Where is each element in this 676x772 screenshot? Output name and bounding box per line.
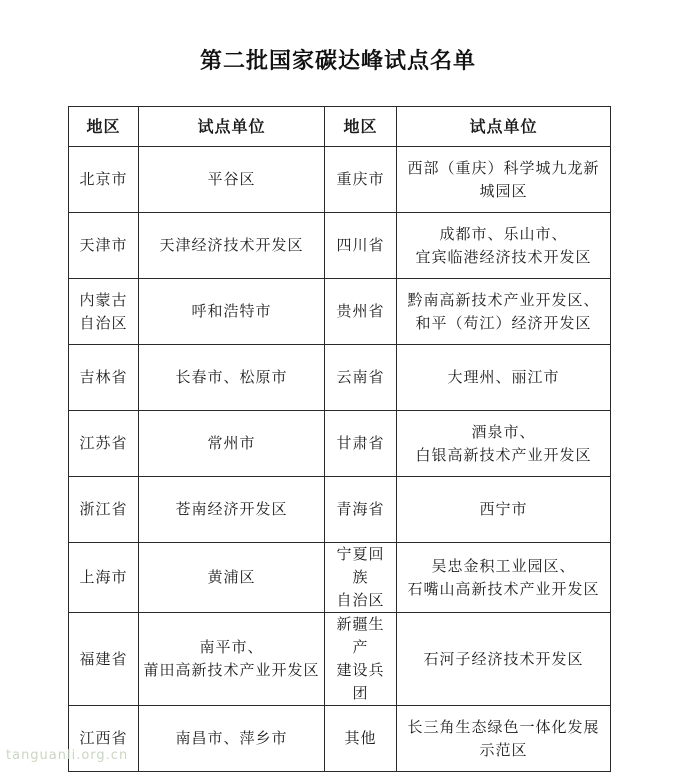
unit-cell: 成都市、乐山市、 宜宾临港经济技术开发区 — [397, 213, 611, 279]
table-row — [69, 706, 611, 772]
unit-cell: 长三角生态绿色一体化发展示范区 — [397, 706, 611, 772]
unit-cell: 西部（重庆）科学城九龙新城园区 — [397, 147, 611, 213]
unit-cell: 石河子经济技术开发区 — [397, 613, 611, 706]
unit-cell: 呼和浩特市 — [139, 279, 325, 345]
unit-cell: 酒泉市、 白银高新技术产业开发区 — [397, 411, 611, 477]
region-cell: 福建省 — [69, 613, 139, 706]
header-unit-left: 试点单位 — [139, 107, 325, 147]
unit-cell: 西宁市 — [397, 477, 611, 543]
table-row — [69, 279, 611, 345]
region-cell: 四川省 — [325, 213, 397, 279]
region-cell: 江西省 — [69, 706, 139, 772]
unit-cell: 南昌市、萍乡市 — [139, 706, 325, 772]
region-cell: 江苏省 — [69, 411, 139, 477]
unit-cell: 大理州、丽江市 — [397, 345, 611, 411]
unit-cell: 天津经济技术开发区 — [139, 213, 325, 279]
region-cell: 新疆生产 建设兵团 — [325, 613, 397, 706]
region-cell: 甘肃省 — [325, 411, 397, 477]
region-cell: 内蒙古 自治区 — [69, 279, 139, 345]
header-region-left: 地区 — [69, 107, 139, 147]
table-header-row — [69, 107, 611, 147]
watermark-text: tanguanli.org.cn — [6, 748, 129, 763]
region-cell: 北京市 — [69, 147, 139, 213]
region-cell: 宁夏回族 自治区 — [325, 543, 397, 613]
page-title: 第二批国家碳达峰试点名单 — [199, 48, 476, 74]
pilot-list-table — [68, 106, 611, 772]
header-region-right: 地区 — [325, 107, 397, 147]
table-row — [69, 213, 611, 279]
table-row — [69, 147, 611, 213]
region-cell: 青海省 — [325, 477, 397, 543]
unit-cell: 长春市、松原市 — [139, 345, 325, 411]
unit-cell: 南平市、 莆田高新技术产业开发区 — [139, 613, 325, 706]
region-cell: 贵州省 — [325, 279, 397, 345]
region-cell: 重庆市 — [325, 147, 397, 213]
unit-cell: 吴忠金积工业园区、 石嘴山高新技术产业开发区 — [397, 543, 611, 613]
region-cell: 天津市 — [69, 213, 139, 279]
unit-cell: 平谷区 — [139, 147, 325, 213]
unit-cell: 黔南高新技术产业开发区、 和平（苟江）经济开发区 — [397, 279, 611, 345]
unit-cell: 黄浦区 — [139, 543, 325, 613]
unit-cell: 常州市 — [139, 411, 325, 477]
table-row — [69, 345, 611, 411]
table-row — [69, 411, 611, 477]
unit-cell: 苍南经济开发区 — [139, 477, 325, 543]
region-cell: 吉林省 — [69, 345, 139, 411]
region-cell: 上海市 — [69, 543, 139, 613]
table-row — [69, 613, 611, 706]
table-row — [69, 477, 611, 543]
region-cell: 浙江省 — [69, 477, 139, 543]
region-cell: 其他 — [325, 706, 397, 772]
region-cell: 云南省 — [325, 345, 397, 411]
header-unit-right: 试点单位 — [397, 107, 611, 147]
table-row — [69, 543, 611, 613]
